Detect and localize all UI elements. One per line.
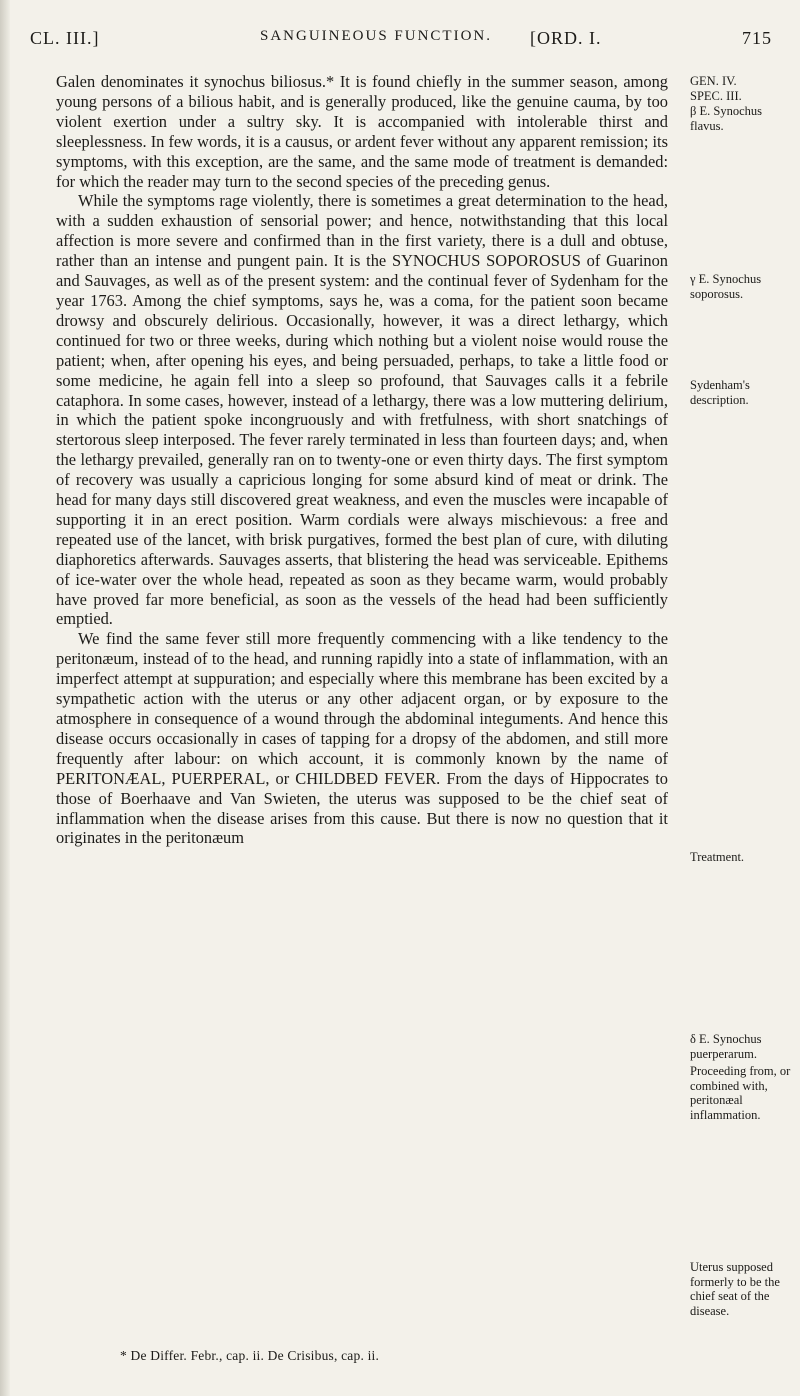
paragraph-3: We find the same fever still more frequently commencing with a like tendency to the peritonæum, instead of to the head, and running rapidly into a state of inflammation, with an imperfect attempt at suppuration; and especially where this membrane has been excited by a sympathetic action with the uterus or any other adjacent organ, or by exposure to the atmosphere in consequence of a wound through the abdominal integuments. And hence this disease occurs occasionally in cases of tapping for a dropsy of the abdomen, and still more frequently after labour: on which account, it is commonly known by the name of PERITONÆAL, PUERPERAL, or CHILDBED FEVER. From the days of Hippocrates to those of Boerhaave and Van Swieten, the uterus was supposed to be the chief seat of inflammation when the disease arises from this cause. But there is now no question that it originates in the peritonæum [56, 629, 668, 848]
margin-note-treatment: Treatment. [690, 850, 745, 864]
running-header [30, 10, 772, 50]
page-number: 715 [742, 28, 772, 48]
header-chapter: CL. III.] [30, 28, 100, 48]
header-order: [ORD. I. [530, 28, 602, 48]
margin-note-sydenham: Sydenham's description. [690, 378, 750, 407]
header-running-title: SANGUINEOUS FUNCTION. [260, 28, 493, 44]
margin-note-peritoneal: Proceeding from, or combined with, peritonæal inflammation. [690, 1064, 791, 1122]
paragraph-2: While the symptoms rage violently, there is sometimes a great determination to the head, with a sudden exhaustion of sensorial power; and hence, notwithstanding that this local affection is more severe and confirmed than in the first variety, there is a dull and obtuse, rather than an intense and pungent pain. It is the SYNOCHUS SOPOROSUS of Guarinon and Sauvages, as well as of the present system: and the continual fever of Sydenham for the year 1763. Among the chief symptoms, says he, was a coma, for the patient soon became drowsy and obscurely delirious. Occasionally, however, it was a direct lethargy, which continued for two or three weeks, during which nothing but a violent noise would rouse the patient; when, after opening his eyes, and being persuaded, perhaps, to take a little food or some medicine, he again fell into a sleep so profound, that Sauvages calls it a febrile cataphora. In some cases, however, instead of a lethargy, there was a low muttering delirium, in which the patient spoke incongruously and with fretfulness, with short snatchings of stertorous sleep interposed. The fever rarely terminated in less than fourteen days; and, when the lethargy prevailed, generally ran on to twenty-one or even thirty days. The first symptom of recovery was usually a capricious longing for some absurd kind of meat or drink. The head for many days still discovered great weakness, and even the muscles were incapable of supporting it in an erect position. Warm cordials were always mischievous: a free and repeated use of the lancet, with brisk purgatives, formed the best plan of cure, with diluting diaphoretics afterwards. Sauvages asserts, that blistering the head was serviceable. Epithems of ice-water over the whole head, repeated as soon as they became warm, would probably have proved far more beneficial, as soon as the vessels of the head had been sufficiently emptied. [56, 191, 668, 629]
footnote: * De Differ. Febr., cap. ii. De Crisibus, cap. ii. [120, 1348, 380, 1363]
page-binding-edge [0, 0, 10, 1396]
margin-note-species: SPEC. III. [690, 89, 742, 103]
margin-note-synochus-soporosus: γ E. Synochus soporosus. [690, 272, 762, 301]
margin-note-uterus: Uterus supposed formerly to be the chief seat of the disease. [690, 1260, 780, 1318]
main-text [56, 72, 668, 848]
paragraph-1: Galen denominates it synochus biliosus.* It is found chiefly in the summer season, among young persons of a bilious habit, and is generally produced, like the genuine cauma, by too violent exertion under a sultry sky. It is accompanied with intolerable thirst and sleeplessness. In few words, it is a causus, or ardent fever without any apparent remission; its symptoms, with this exception, are the same, and the same mode of treatment is demanded: for which the reader may turn to the second species of the preceding genus. [56, 72, 668, 191]
margin-note-genus: GEN. IV. [690, 74, 737, 88]
margin-note-synochus-flavus: β E. Synochus flavus. [690, 104, 762, 133]
margin-note-synochus-puerperarum: δ E. Synochus puerperarum. [690, 1032, 762, 1061]
